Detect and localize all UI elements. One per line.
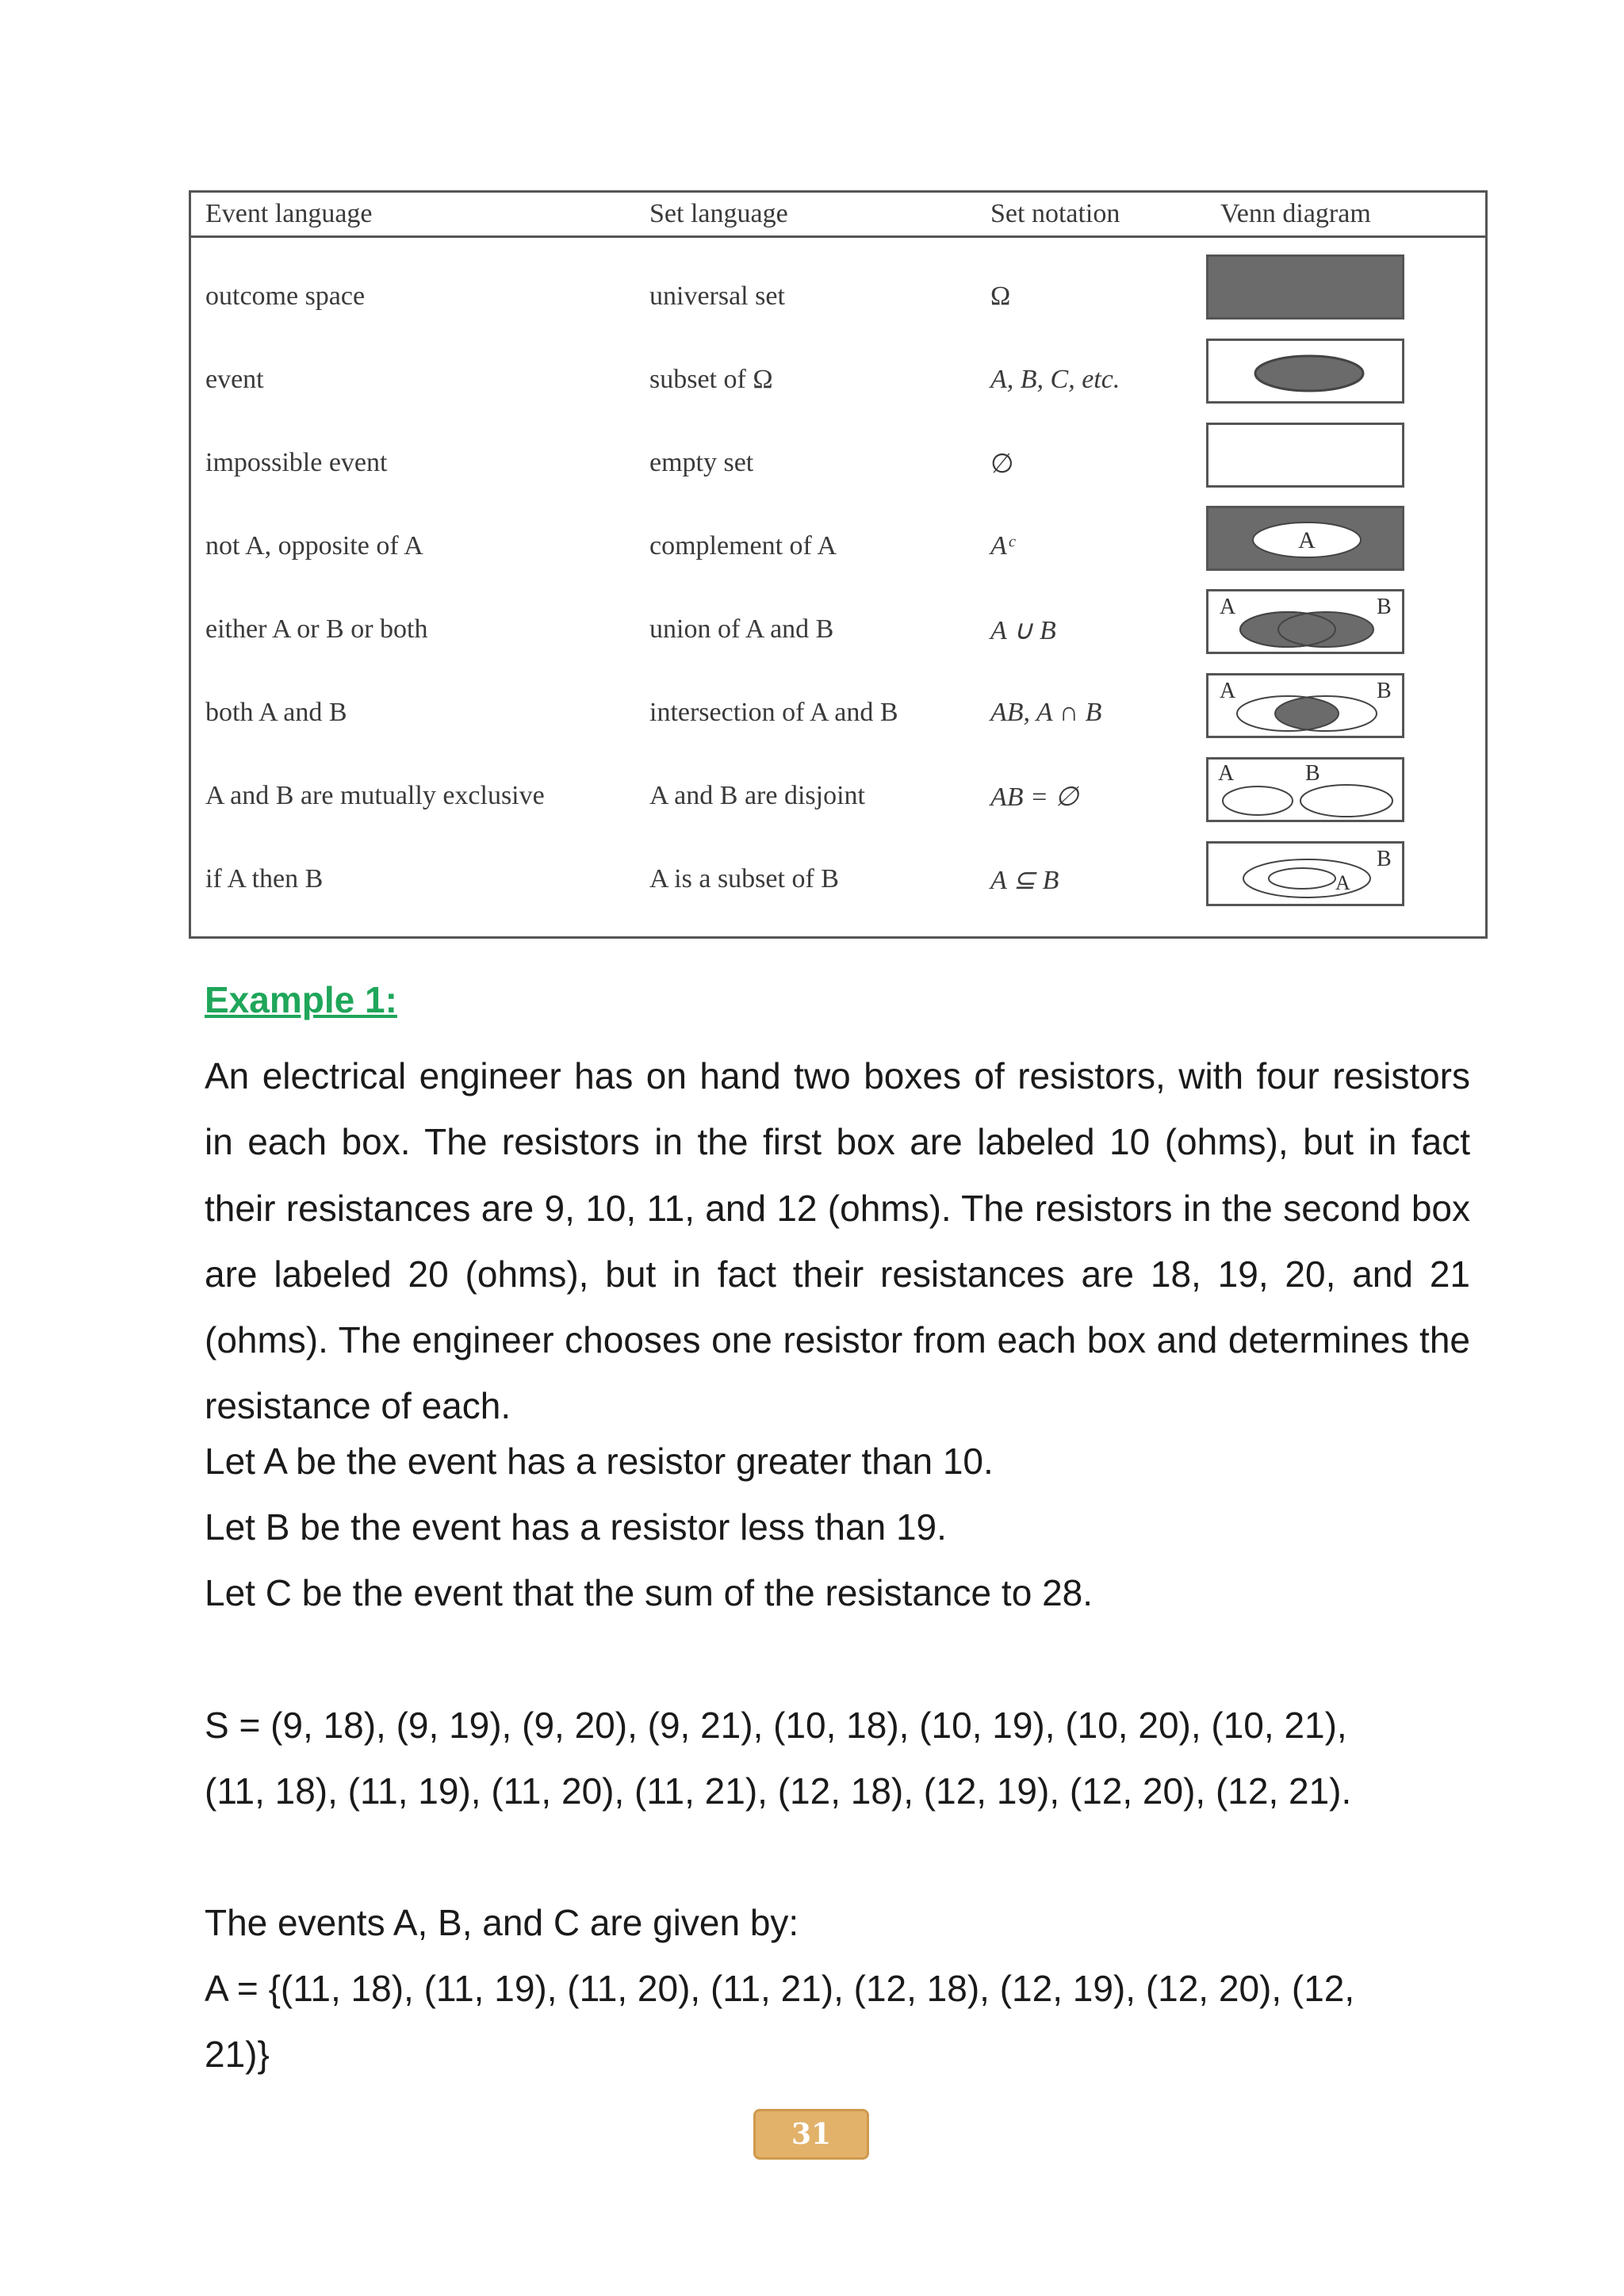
venn-disjoint [1206,757,1404,822]
row-set-language: empty set [649,448,754,477]
event-c-definition: Let C be the event that the sum of the resistance to 28. [205,1572,1094,1613]
venn-complement [1206,506,1404,571]
row-set-language: union of A and B [649,614,834,644]
venn-label-b: B [1377,847,1392,871]
header-divider [191,235,1485,238]
sample-space-line-1: S = (9, 18), (9, 19), (9, 20), (9, 21), (10, 18), (10, 19), (10, 20), (10, 21), [205,1705,1347,1746]
venn-label-a: A [1220,679,1236,703]
row-set-language: subset of Ω [649,365,773,394]
row-event-language: outcome space [205,281,366,311]
set-notation-table [189,190,1488,939]
row-set-language: A and B are disjoint [649,781,865,810]
venn-subset [1206,841,1404,906]
row-event-language: not A, opposite of A [205,531,423,561]
row-set-language: A is a subset of B [649,864,839,894]
venn-universal-set [1206,254,1404,320]
row-set-notation: AB, A ∩ B [990,698,1102,727]
row-set-notation: Aᶜ [990,531,1014,561]
header-set-notation: Set notation [990,199,1120,228]
row-event-language: A and B are mutually exclusive [205,781,545,810]
venn-event [1206,339,1404,404]
venn-union [1206,589,1404,654]
row-event-language: either A or B or both [205,614,428,644]
row-set-notation: A ⊆ B [990,866,1059,895]
venn-intersection [1206,673,1404,738]
event-b-definition: Let B be the event has a resistor less than 19. [205,1506,947,1548]
row-set-language: complement of A [649,531,837,561]
header-venn-diagram: Venn diagram [1220,199,1371,228]
row-event-language: both A and B [205,698,347,727]
row-set-notation: Ω [990,281,1011,311]
venn-label-b: B [1377,679,1392,703]
row-set-notation: A ∪ B [990,616,1056,645]
row-set-notation: A, B, C, etc. [990,365,1120,394]
row-set-notation: ∅ [990,450,1014,479]
example-title: Example 1: [205,979,397,1020]
header-set-language: Set language [649,199,788,228]
venn-label-b: B [1305,761,1320,786]
event-a-definition: Let A be the event has a resistor greater than 10. [205,1441,994,1482]
venn-label-a: A [1218,761,1235,786]
venn-label-a: A [1335,871,1350,894]
row-event-language: if A then B [205,864,324,894]
row-event-language: event [205,365,264,394]
venn-label-b: B [1377,595,1392,619]
sample-space-line-2: (11, 18), (11, 19), (11, 20), (11, 21), (12, 18), (12, 19), (12, 20), (12, 21). [205,1770,1352,1812]
venn-label-a: A [1298,527,1316,553]
page-number-badge: 31 [753,2109,869,2160]
row-set-language: intersection of A and B [649,698,898,727]
row-event-language: impossible event [205,448,388,477]
event-a-set-line-2: 21)} [205,2034,270,2075]
venn-label-a: A [1220,595,1236,619]
venn-empty-set [1206,423,1404,488]
example-paragraph: An electrical engineer has on hand two boxes of resistors, with four resistors in each box. The resistors in the first box are labeled 10 (ohms), but in fact their resistances are 9, 10, 11, and 12 (ohms). The resistors in the second box are labeled 20 (ohms), but in fact their resistances are 18, 19, 20, and 21 (ohms). The engineer chooses one resistor from each box and determines the resistance of each. [205,1055,1470,1427]
events-intro: The events A, B, and C are given by: [205,1902,799,1943]
row-set-language: universal set [649,281,785,311]
event-a-set-line-1: A = {(11, 18), (11, 19), (11, 20), (11, 21), (12, 18), (12, 19), (12, 20), (12, [205,1968,1355,2009]
row-set-notation: AB = ∅ [990,783,1079,812]
header-event-language: Event language [205,199,373,228]
